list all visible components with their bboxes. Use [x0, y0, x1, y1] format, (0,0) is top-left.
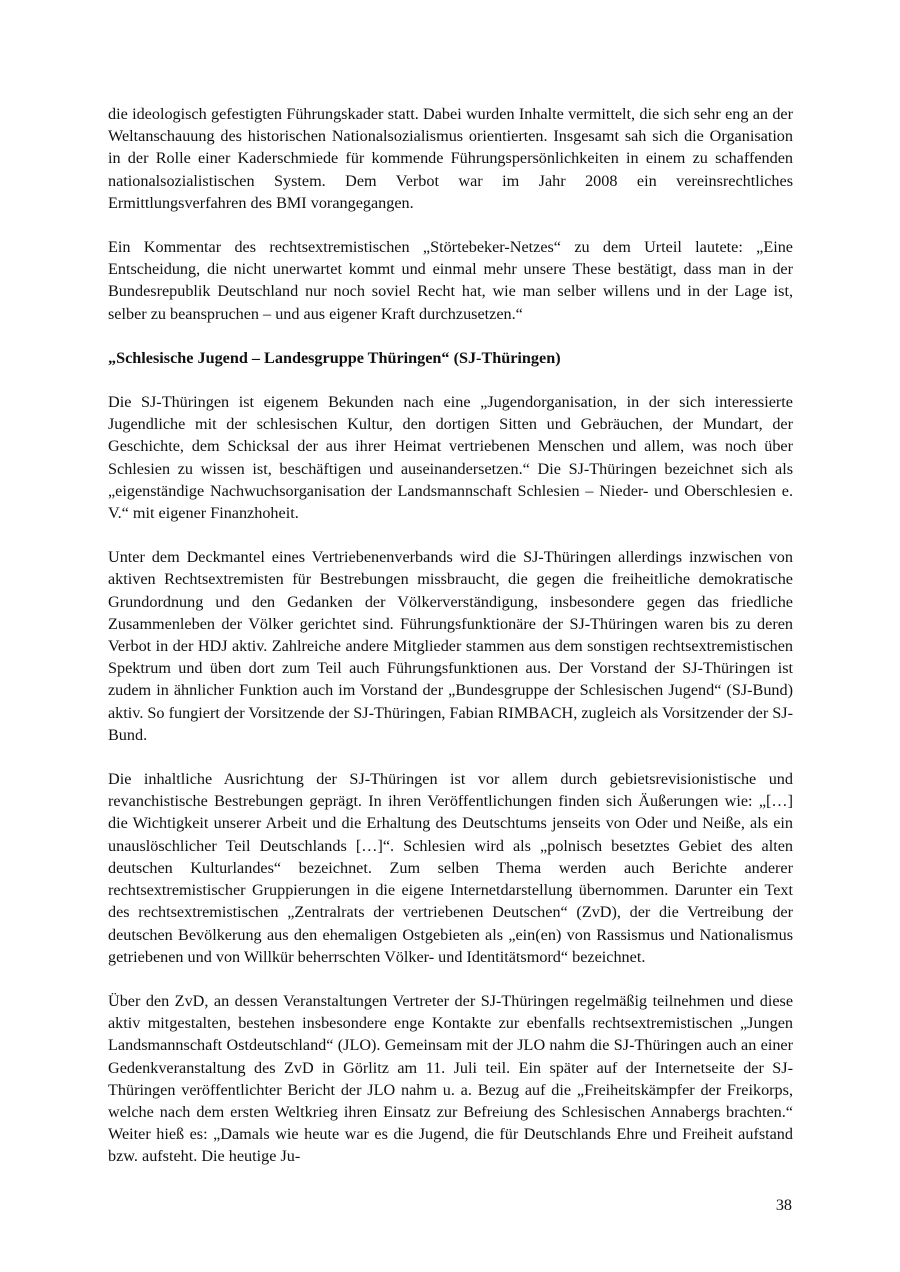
paragraph-self-description: Die SJ-Thüringen ist eigenem Bekunden nach eine „Jugendorganisation, in der sich interessierte Jugendliche mit der schlesischen Kultur, den dortigen Sitten und Gebräuchen, der Mundart, der Geschichte, dem Schicksal der aus ihrer Heimat vertriebenen Menschen und allem, was noch über Schlesien zu wissen ist, beschäftigen und auseinandersetzen.“ Die SJ-Thüringen bezeichnet sich als „eigenständige Nachwuchsorganisation der Landsmannschaft Schlesien – Nieder- und Oberschlesien e. V.“ mit eigener Finanzhoheit. — [108, 393, 793, 523]
document-page — [108, 103, 793, 1168]
section-heading-sj-thueringen: „Schlesische Jugend – Landesgruppe Thüringen“ (SJ-Thüringen) — [108, 348, 561, 367]
paragraph-deckmantel: Unter dem Deckmantel eines Vertriebenenverbands wird die SJ-Thüringen allerdings inzwischen von aktiven Rechtsextremisten für Bestrebungen missbraucht, die gegen die freiheitliche demokratische Grundordnung und den Gedanken der Völkerverständigung, insbesondere gegen das friedliche Zusammenleben der Völker gerichtet sind. Führungsfunktionäre der SJ-Thüringen waren bis zu deren Verbot in der HDJ aktiv. Zahlreiche andere Mitglieder stammen aus dem sonstigen rechtsextremistischen Spektrum und üben dort zum Teil auch Führungsfunktionen aus. Der Vorstand der SJ-Thüringen ist zudem in ähnlicher Funktion auch im Vorstand der „Bundesgruppe der Schlesischen Jugend“ (SJ-Bund) aktiv. So fungiert der Vorsitzende der SJ-Thüringen, Fabian RIMBACH, zugleich als Vorsitzender der SJ-Bund. — [108, 548, 793, 744]
paragraph-ausrichtung: Die inhaltliche Ausrichtung der SJ-Thüringen ist vor allem durch gebietsrevisionistische und revanchistische Bestrebungen geprägt. In ihren Veröffentlichungen finden sich Äußerungen wie: „[…] die Wichtigkeit unserer Arbeit und die Erhaltung des Deutschtums jenseits von Oder und Neiße, als ein unauslöschlicher Teil Deutschlands […]“. Schlesien wird als „polnisch besetztes Gebiet des alten deutschen Kulturlandes“ bezeichnet. Zum selben Thema werden auch Berichte anderer rechtsextremistischer Gruppierungen in die eigene Internetdarstellung übernommen. Darunter ein Text des rechtsextremistischen „Zentralrats der vertriebenen Deutschen“ (ZvD), der die Vertreibung der deutschen Bevölkerung aus den ehemaligen Ostgebieten als „ein(en) von Rassismus und Nationalismus getriebenen und von Willkür beherrschten Völker- und Identitätsmord“ bezeichnet. — [108, 770, 793, 966]
paragraph-stoertebeker-comment: Ein Kommentar des rechtsextremistischen „Störtebeker-Netzes“ zu dem Urteil lautete: „Eine Entscheidung, die nicht unerwartet kommt und einmal mehr unsere These bestätigt, dass man in der Bundesrepublik Deutschland nur noch soviel Recht hat, wie man selber willens und in der Lage ist, selber zu beanspruchen – und aus eigener Kraft durchzusetzen.“ — [108, 238, 793, 323]
paragraph-zvd-kontakte: Über den ZvD, an dessen Veranstaltungen Vertreter der SJ-Thüringen regelmäßig teilnehmen und diese aktiv mitgestalten, bestehen insbesondere enge Kontakte zur ebenfalls rechtsextremistischen „Jungen Landsmannschaft Ostdeutschland“ (JLO). Gemeinsam mit der JLO nahm die SJ-Thüringen auch an einer Gedenkveranstaltung des ZvD in Görlitz am 11. Juli teil. Ein später auf der Internetseite der SJ-Thüringen veröffentlichter Bericht der JLO nahm u. a. Bezug auf die „Freiheitskämpfer der Freikorps, welche nach dem ersten Weltkrieg ihren Einsatz zur Befreiung des Schlesischen Annabergs brachten.“ Weiter hieß es: „Damals wie heute war es die Jugend, die für Deutschlands Ehre und Freiheit aufstand bzw. aufsteht. Die heutige Ju- — [108, 991, 793, 1166]
paragraph-hdj-continuation: die ideologisch gefestigten Führungskader statt. Dabei wurden Inhalte vermittelt, die sich sehr eng an der Weltanschauung des historischen Nationalsozialismus orientierten. Insgesamt sah sich die Organisation in der Rolle einer Kaderschmiede für kommende Führungspersönlichkeiten in einem zu schaffenden nationalsozialistischen System. Dem Verbot war im Jahr 2008 ein vereinsrechtliches Ermittlungsverfahren des BMI vorangegangen. — [108, 105, 793, 212]
page-number: 38 — [775, 1196, 792, 1214]
